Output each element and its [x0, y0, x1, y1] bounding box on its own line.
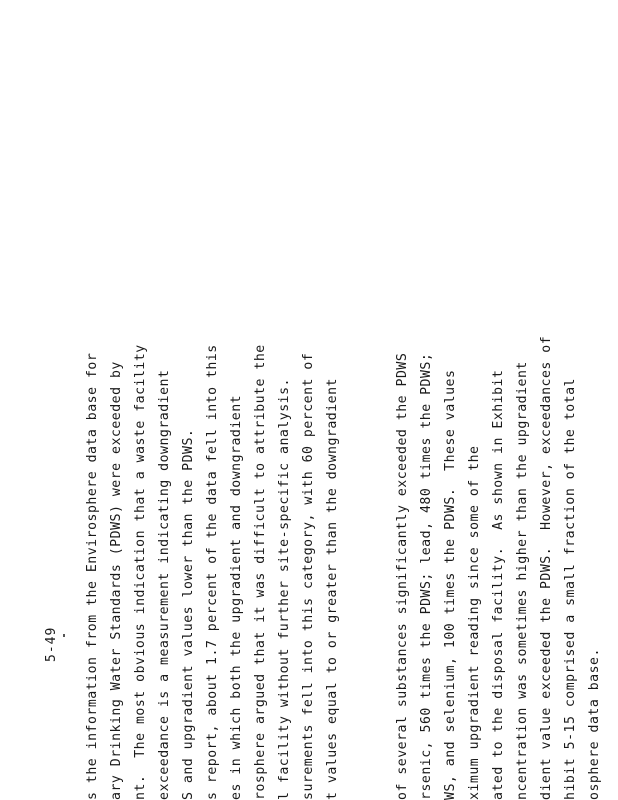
text-line: dient value exceeded the PDWS. However, exceedances of [539, 335, 554, 800]
text-line: es in which both the upgradient and downgradient [229, 394, 244, 800]
text-line: rosphere argued that it was difficult to attribute the [253, 344, 268, 800]
text-line: ncentration was sometimes higher than the upgradient [515, 361, 530, 800]
text-line: l facility without further site-specific analysis. [277, 378, 292, 800]
text-line: WS, and selenium, 100 times the PDWS. These values [443, 369, 458, 800]
text-line: exceedance is a measurement indicating downgradient [157, 369, 172, 800]
text-line: hibit 5-15 comprised a small fraction of the total [563, 378, 578, 800]
text-line: t values equal to or greater than the downgradient [325, 378, 340, 800]
text-line: s the information from the Envirosphere data base for [85, 352, 100, 800]
text-line: ary Drinking Water Standards (PDWS) were exceeded by [109, 361, 124, 800]
page-number: 5-49 [44, 626, 59, 662]
text-line: S and upgradient values lower than the PDWS. [181, 428, 196, 800]
scan-speck [63, 634, 65, 637]
text-line: ated to the disposal facility. As shown in Exhibit [491, 369, 506, 800]
text-line: nt. The most obvious indication that a waste facility [133, 344, 148, 800]
text-line: of several substances significantly exceeded the PDWS [395, 352, 410, 800]
text-line: osphere data base. [587, 648, 602, 800]
text-line: rsenic, 560 times the PDWS; lead, 480 times the PDWS; [419, 352, 434, 800]
text-line: surements fell into this category, with 60 percent of [301, 352, 316, 800]
text-line: ximum upgradient reading since some of the [467, 445, 482, 800]
text-line: s report, about 1.7 percent of the data fell into this [205, 344, 220, 800]
